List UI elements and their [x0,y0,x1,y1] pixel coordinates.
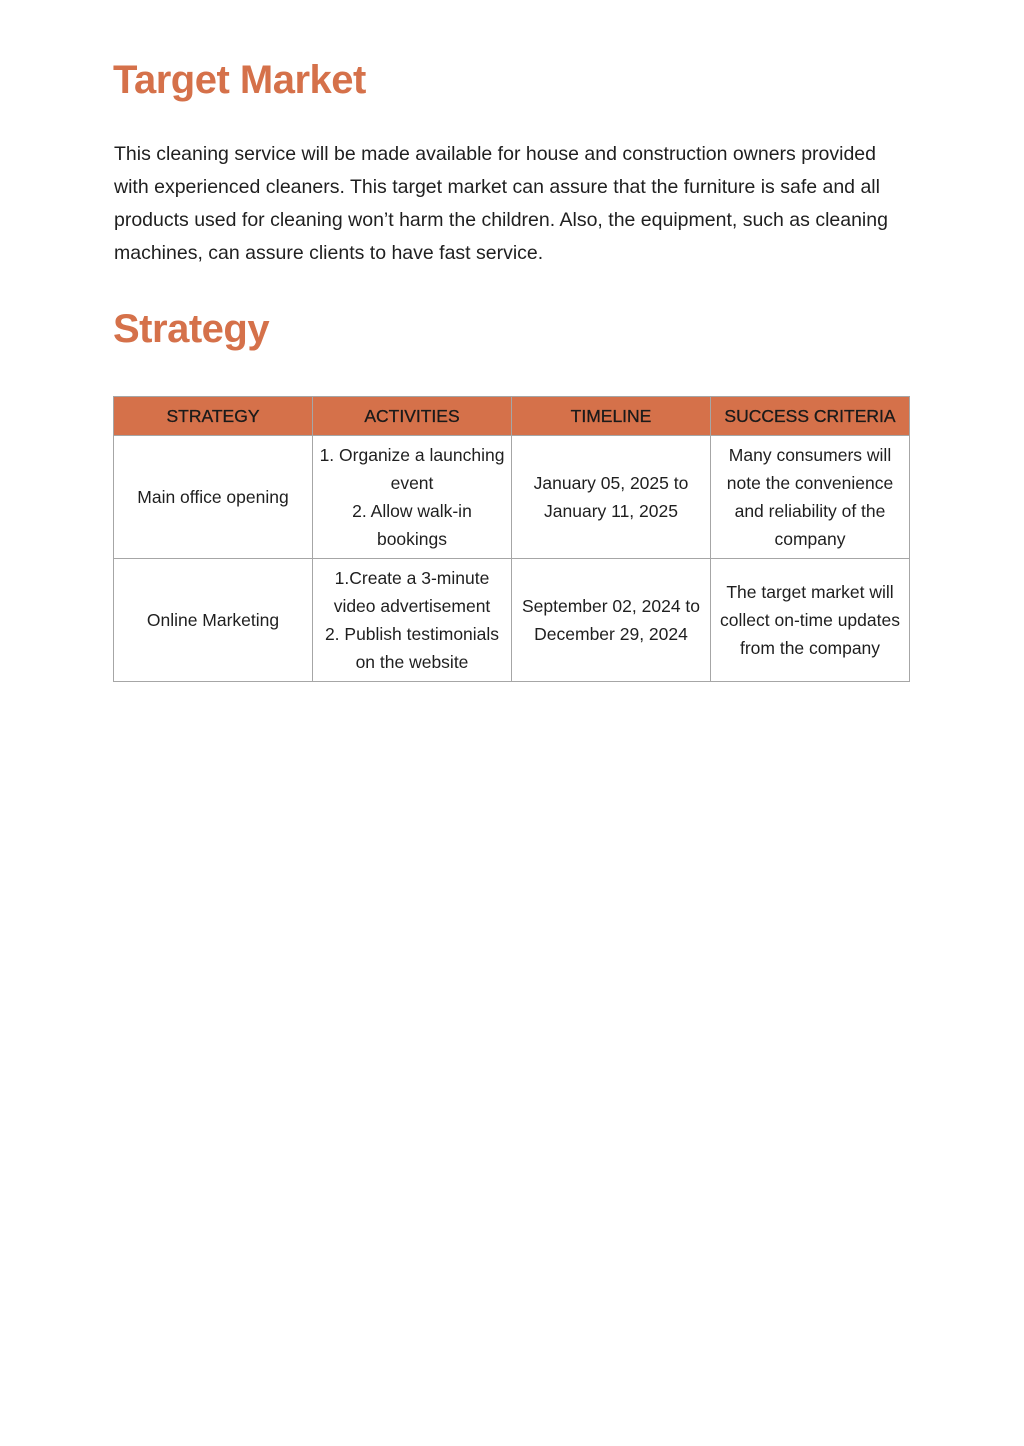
header-success-criteria: SUCCESS CRITERIA [711,397,910,436]
table-row [114,559,910,682]
cell-activities [313,436,512,559]
target-market-paragraph: This cleaning service will be made available for house and construction owners provided with experienced cleaners. This target market can assure that the furniture is safe and all products used for cleaning won’t harm the children. Also, the equipment, such as cleaning machines, can assure clients to have fast service. [114,143,888,264]
cell-activities [313,559,512,682]
cell-success-criteria: The target market will collect on-time updates from the company [711,559,910,682]
cell-success-criteria: Many consumers will note the convenience and reliability of the company [711,436,910,559]
strategy-heading: Strategy [113,307,270,351]
activity-item: 1. Organize a launching event [319,445,505,493]
header-activities: ACTIVITIES [313,397,512,436]
cell-timeline: September 02, 2024 to December 29, 2024 [512,559,711,682]
cell-strategy: Online Marketing [114,559,313,682]
header-timeline: TIMELINE [512,397,711,436]
header-strategy: STRATEGY [114,397,313,436]
cell-timeline: January 05, 2025 to January 11, 2025 [512,436,711,559]
cell-strategy: Main office opening [114,436,313,559]
table-row [114,436,910,559]
activity-item: 2. Publish testimonials on the website [324,624,500,672]
target-market-heading: Target Market [113,58,366,102]
activity-item: 1.Create a 3-minute video advertisement [333,568,491,616]
strategy-table [113,396,910,682]
table-header-row [114,397,910,436]
activity-item: 2. Allow walk-in bookings [352,501,472,549]
